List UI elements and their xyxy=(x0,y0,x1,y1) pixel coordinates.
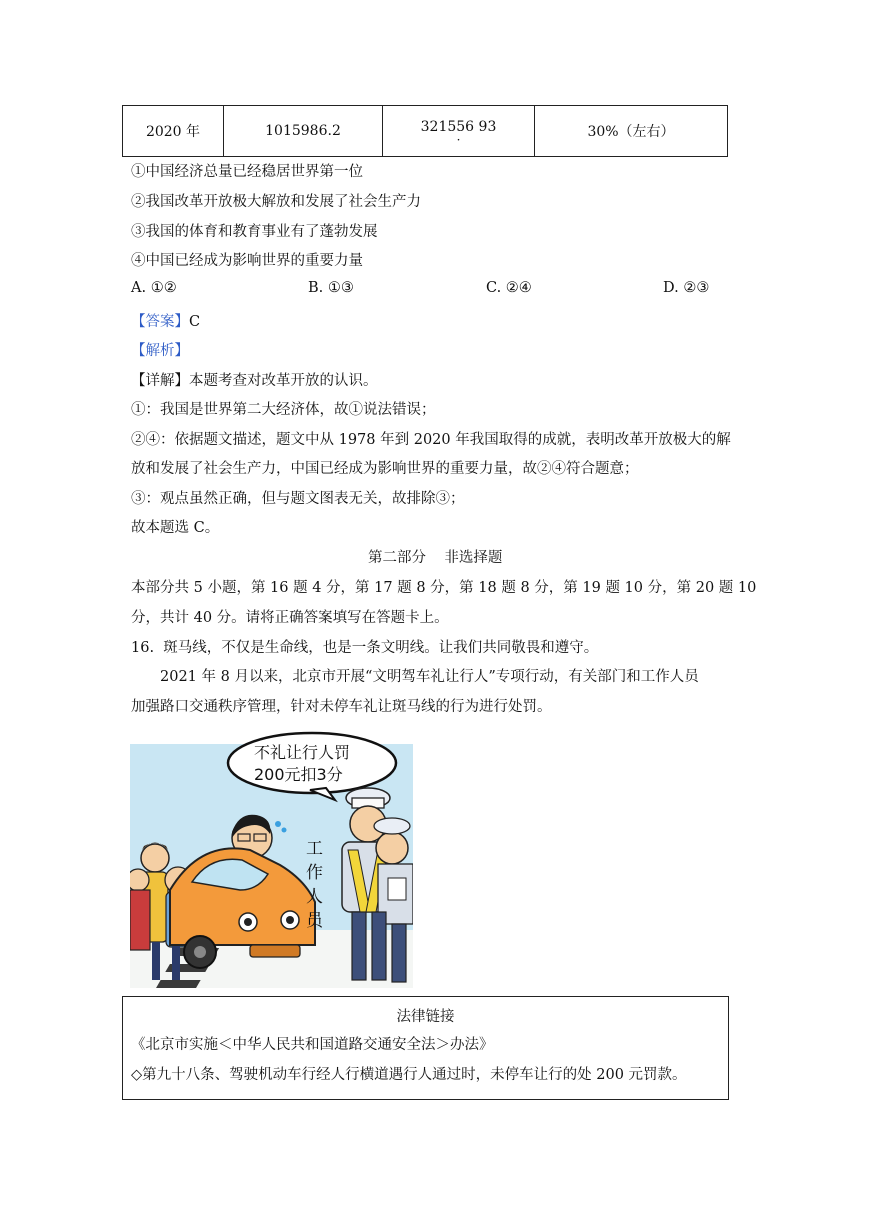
statement-2: ②我国改革开放极大解放和发展了社会生产力 xyxy=(131,194,421,210)
detail-line-2: ②④：依据题文描述，题文中从 1978 年到 2020 年我国取得的成就，表明改革开放极大的解 xyxy=(131,432,731,448)
answer-label: 【答案】 xyxy=(131,314,189,330)
income-value: 321556 93 xyxy=(420,119,497,135)
option-d: D. ②③ xyxy=(663,280,710,296)
law-box-line-2: ◇第九十八条、驾驶机动车行经人行横道遇行人通过时，未停车让行的处 200 元罚款。 xyxy=(131,1067,687,1083)
data-table-row xyxy=(122,105,728,157)
section-desc-1: 本部分共 5 小题，第 16 题 4 分，第 17 题 8 分，第 18 题 8 分，第 19 题 10 分，第 20 题 10 xyxy=(131,580,757,596)
detail-intro xyxy=(131,369,378,390)
detail-line-5: 故本题选 C。 xyxy=(131,520,220,536)
bubble-line-1: 不礼让行人罚 xyxy=(254,743,351,762)
section-desc-2: 分，共计 40 分。请将正确答案填写在答题卡上。 xyxy=(131,610,449,626)
option-a: A. ①② xyxy=(131,280,177,296)
detail-line-3: 放和发展了社会生产力，中国已经成为影响世界的重要力量，故②④符合题意； xyxy=(131,461,639,477)
staff-label-2: 作 xyxy=(306,863,323,883)
bubble-line-2: 200元扣3分 xyxy=(254,765,343,784)
law-link-box xyxy=(122,996,729,1100)
gdp-cell: 1015986.2 xyxy=(224,106,383,156)
question-16-para-1: 2021 年 8 月以来，北京市开展“文明驾车礼让行人”专项行动，有关部门和工作人员 xyxy=(160,669,699,685)
income-dot: · xyxy=(456,133,461,147)
share-cell: 30%（左右） xyxy=(587,124,675,140)
statement-3: ③我国的体育和教育事业有了蓬勃发展 xyxy=(131,224,378,240)
option-b: B. ①③ xyxy=(308,280,354,296)
staff-label-1: 工 xyxy=(306,839,323,859)
law-box-title: 法律链接 xyxy=(396,1009,455,1025)
traffic-cartoon xyxy=(130,730,413,988)
option-c: C. ②④ xyxy=(486,280,532,296)
answer-value: C xyxy=(189,314,201,330)
answer-line xyxy=(131,310,200,331)
statement-1: ①中国经济总量已经稳居世界第一位 xyxy=(131,164,363,180)
detail-intro-text: 本题考查对改革开放的认识。 xyxy=(189,373,378,389)
cartoon-illustration xyxy=(130,730,413,988)
detail-line-1: ①：我国是世界第二大经济体，故①说法错误； xyxy=(131,402,436,418)
question-16-para-2: 加强路口交通秩序管理，针对未停车礼让斑马线的行为进行处罚。 xyxy=(131,699,552,715)
law-box-line-1: 《北京市实施＜中华人民共和国道路交通安全法＞办法》 xyxy=(131,1037,494,1053)
staff-label-3: 人 xyxy=(306,887,323,907)
speech-bubble xyxy=(228,733,396,793)
staff-label-4: 员 xyxy=(306,911,323,931)
detail-label: 【详解】 xyxy=(131,373,189,389)
question-16-head: 16. 斑马线，不仅是生命线，也是一条文明线。让我们共同敬畏和遵守。 xyxy=(131,640,599,656)
income-cell xyxy=(383,106,535,156)
statement-4: ④中国已经成为影响世界的重要力量 xyxy=(131,253,363,269)
analysis-label: 【解析】 xyxy=(131,343,189,359)
detail-line-4: ③：观点虽然正确，但与题文图表无关，故排除③； xyxy=(131,491,465,507)
year-cell: 2020 年 xyxy=(123,106,224,156)
section-title: 第二部分 非选择题 xyxy=(368,550,503,566)
